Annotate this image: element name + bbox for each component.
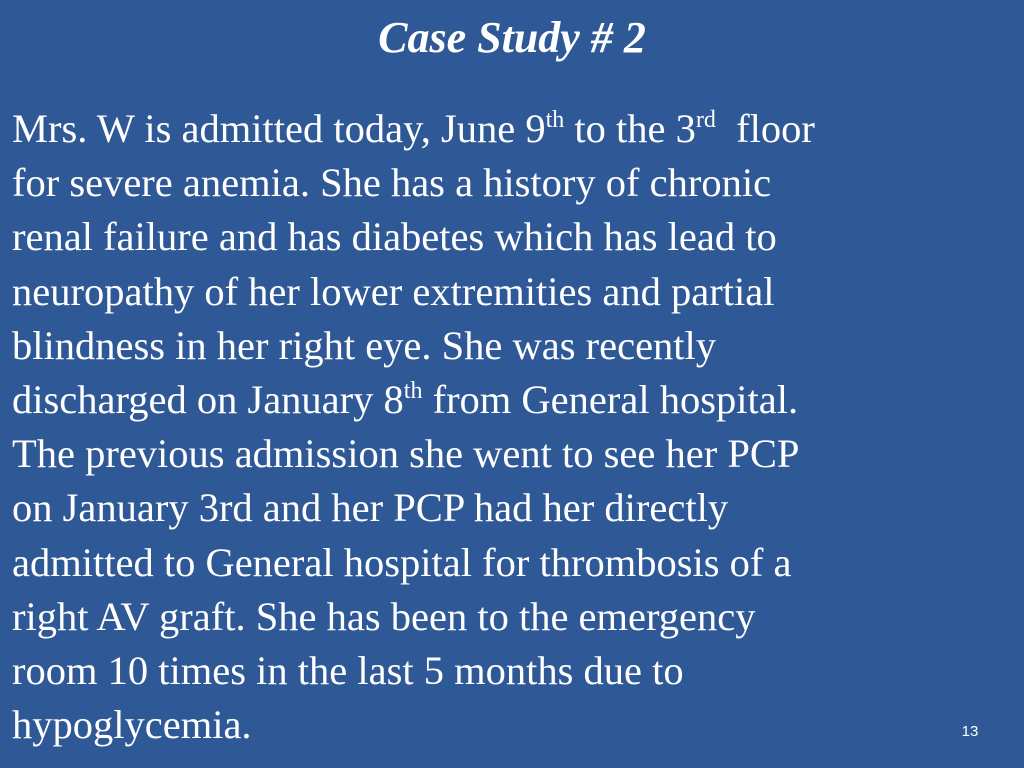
text-line-8: on January 3rd and her PCP had her directly — [12, 485, 729, 531]
text-segment: Mrs. W is admitted today, June 9 — [12, 106, 546, 151]
superscript: th — [545, 107, 565, 133]
text-line-10: right AV graft. She has been to the emergency — [12, 593, 756, 639]
text-line-4: neuropathy of her lower extremities and partial — [12, 268, 775, 314]
text-segment: discharged on January 8 — [12, 377, 404, 423]
text-line-9: admitted to General hospital for thrombosis of a — [12, 539, 792, 585]
text-line-11: room 10 times in the last 5 months due to — [12, 648, 684, 694]
text-segment: from General hospital. — [422, 377, 799, 423]
text-line-5: blindness in her right eye. She was recently — [12, 322, 717, 368]
superscript: rd — [695, 107, 716, 133]
text-line-2: for severe anemia. She has a history of chronic — [12, 160, 772, 206]
text-line-12: hypoglycemia. — [12, 702, 252, 748]
page-number: 13 — [961, 723, 979, 740]
superscript: th — [403, 378, 423, 405]
text-line-1 — [12, 102, 1012, 156]
text-segment: floor — [715, 106, 815, 151]
slide-title: Case Study # 2 — [378, 13, 646, 62]
text-line-7: The previous admission she went to see her PCP — [12, 431, 800, 477]
case-description — [12, 102, 1012, 752]
text-line-6 — [12, 373, 1012, 427]
text-segment: to the 3 — [564, 106, 696, 151]
text-line-3: renal failure and has diabetes which has lead to — [12, 214, 777, 260]
